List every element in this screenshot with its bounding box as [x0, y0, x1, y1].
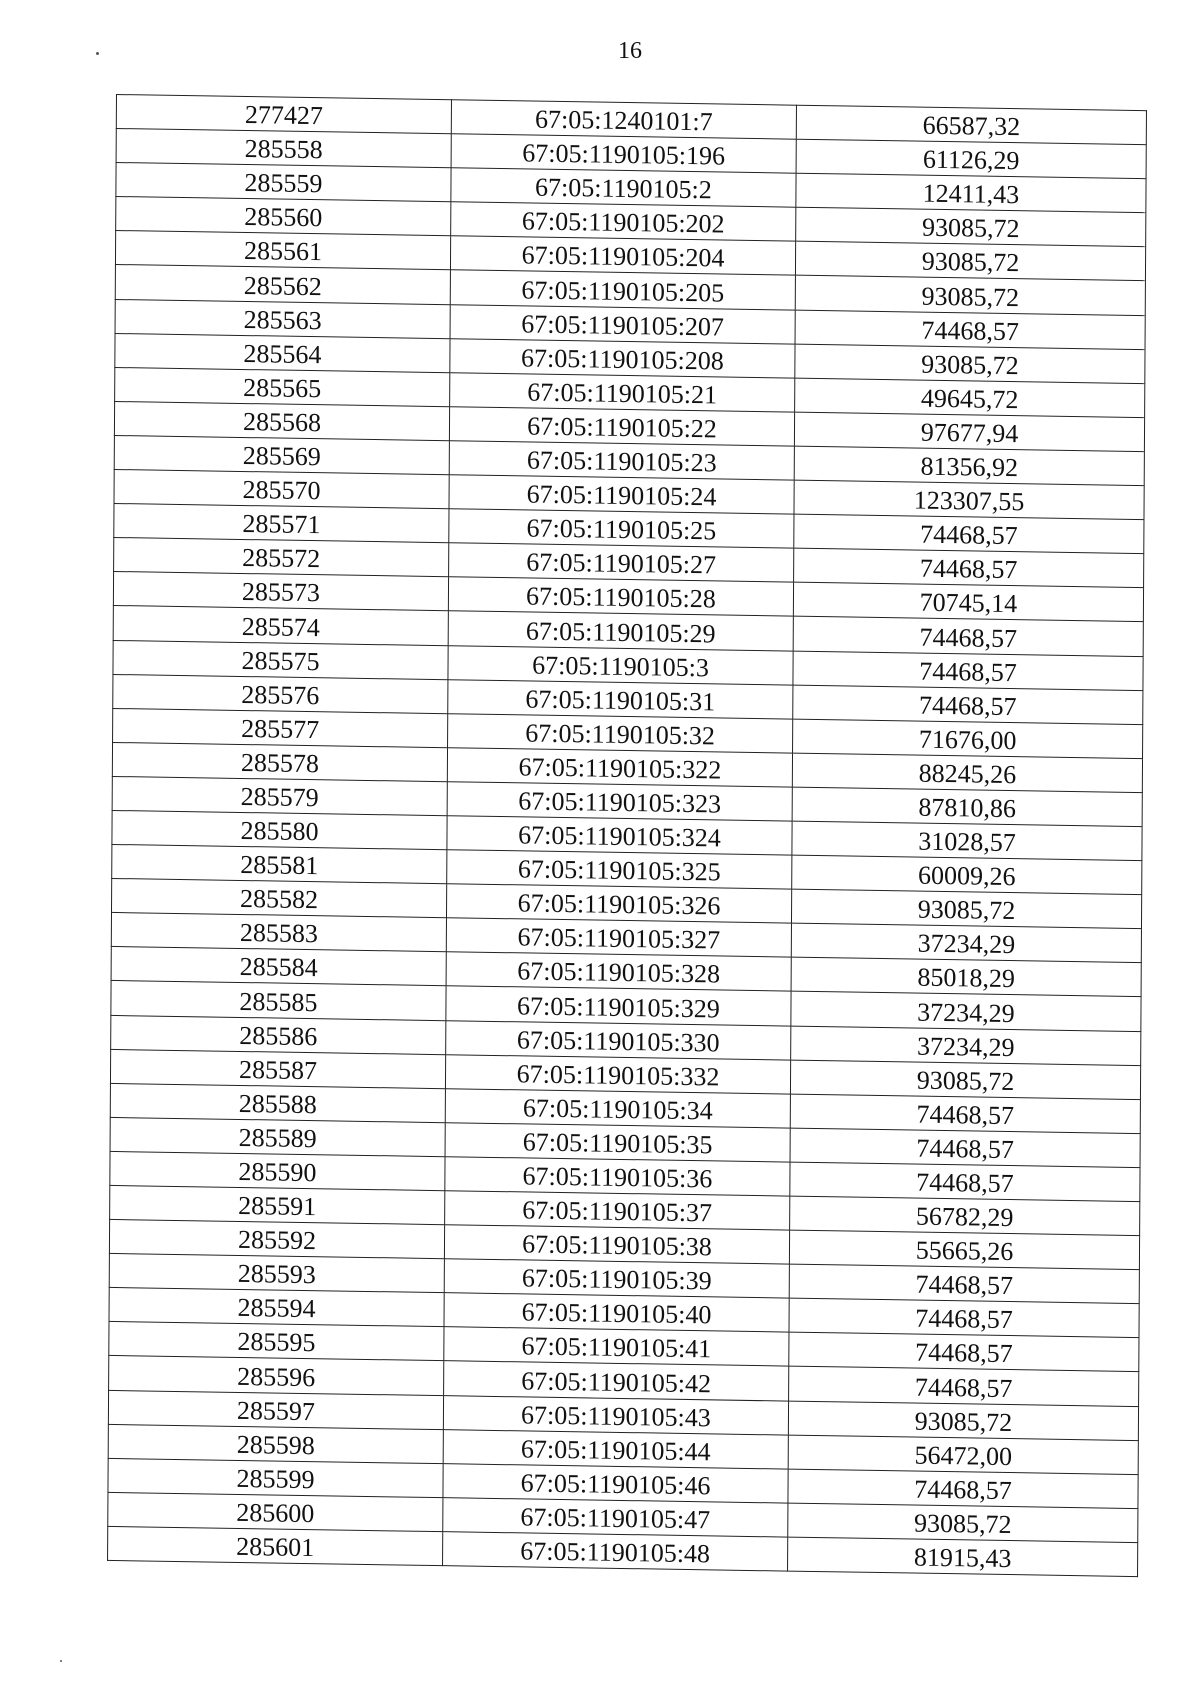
record-number-cell: 285589	[110, 1117, 445, 1156]
value-cell: 49645,72	[795, 378, 1145, 418]
value-cell: 74468,57	[793, 685, 1143, 725]
record-number-cell: 285574	[113, 606, 448, 645]
value-cell: 93085,72	[795, 276, 1145, 316]
value-cell: 70745,14	[793, 582, 1143, 622]
cadastral-number-cell: 67:05:1190105:48	[443, 1532, 788, 1572]
value-cell: 87810,86	[792, 787, 1142, 827]
record-number-cell: 285568	[114, 401, 449, 440]
record-number-cell: 285569	[114, 435, 449, 474]
cadastral-number-cell: 67:05:1190105:46	[443, 1463, 788, 1503]
value-cell: 37234,29	[791, 992, 1141, 1032]
record-number-cell: 285599	[108, 1458, 443, 1497]
cadastral-number-cell: 67:05:1190105:23	[449, 441, 794, 481]
cadastral-number-cell: 67:05:1190105:37	[445, 1191, 790, 1231]
value-cell: 93085,72	[795, 242, 1145, 282]
cadastral-number-cell: 67:05:1190105:25	[449, 509, 794, 549]
cadastral-number-cell: 67:05:1190105:29	[448, 611, 793, 651]
table-body	[108, 95, 1147, 1577]
cadastral-number-cell: 67:05:1190105:332	[445, 1054, 790, 1094]
record-number-cell: 285601	[108, 1526, 443, 1565]
cadastral-number-cell: 67:05:1190105:325	[447, 850, 792, 890]
value-cell: 74468,57	[794, 548, 1144, 588]
record-number-cell: 285572	[114, 538, 449, 577]
value-cell: 56472,00	[788, 1435, 1138, 1475]
record-number-cell: 285581	[112, 845, 447, 884]
cadastral-number-cell: 67:05:1190105:205	[450, 270, 795, 310]
record-number-cell: 285559	[116, 163, 451, 202]
cadastral-number-cell: 67:05:1190105:326	[446, 884, 791, 924]
cadastral-number-cell: 67:05:1190105:43	[443, 1395, 788, 1435]
value-cell: 93085,72	[795, 344, 1145, 384]
cadastral-number-cell: 67:05:1190105:32	[448, 713, 793, 753]
record-number-cell: 285576	[113, 674, 448, 713]
record-number-cell: 285595	[109, 1322, 444, 1361]
table-container	[107, 94, 1146, 1577]
cadastral-number-cell: 67:05:1190105:38	[444, 1225, 789, 1265]
cadastral-number-cell: 67:05:1190105:22	[449, 407, 794, 447]
cadastral-number-cell: 67:05:1190105:40	[444, 1293, 789, 1333]
cadastral-number-cell: 67:05:1190105:202	[451, 202, 796, 242]
record-number-cell: 285594	[109, 1288, 444, 1327]
value-cell: 74468,57	[790, 1128, 1140, 1168]
cadastral-number-cell: 67:05:1190105:36	[445, 1157, 790, 1197]
value-cell: 81356,92	[794, 446, 1144, 486]
cadastral-number-cell: 67:05:1190105:329	[446, 986, 791, 1026]
record-number-cell: 285591	[110, 1185, 445, 1224]
record-number-cell: 285582	[111, 879, 446, 918]
cadastral-number-cell: 67:05:1190105:327	[446, 918, 791, 958]
value-cell: 37234,29	[791, 923, 1141, 963]
value-cell: 74468,57	[789, 1332, 1139, 1372]
value-cell: 93085,72	[788, 1401, 1138, 1441]
record-number-cell: 285571	[114, 504, 449, 543]
scan-speck	[60, 1660, 62, 1662]
cadastral-number-cell: 67:05:1190105:47	[443, 1498, 788, 1538]
value-cell: 93085,72	[788, 1503, 1138, 1543]
record-number-cell: 285596	[109, 1356, 444, 1395]
value-cell: 61126,29	[796, 139, 1146, 179]
value-cell: 74468,57	[793, 617, 1143, 657]
record-number-cell: 285577	[113, 708, 448, 747]
record-number-cell: 285578	[112, 742, 447, 781]
record-number-cell: 285583	[111, 913, 446, 952]
value-cell: 93085,72	[791, 889, 1141, 929]
record-number-cell: 277427	[116, 95, 451, 134]
cadastral-number-cell: 67:05:1190105:328	[446, 952, 791, 992]
cadastral-number-cell: 67:05:1190105:196	[451, 134, 796, 174]
record-number-cell: 285590	[110, 1151, 445, 1190]
cadastral-number-cell: 67:05:1190105:44	[443, 1429, 788, 1469]
record-number-cell: 285562	[115, 265, 450, 304]
cadastral-number-cell: 67:05:1190105:27	[449, 543, 794, 583]
cadastral-number-cell: 67:05:1190105:35	[445, 1123, 790, 1163]
data-table	[107, 94, 1147, 1577]
record-number-cell: 285586	[111, 1015, 446, 1054]
record-number-cell: 285560	[116, 197, 451, 236]
value-cell: 93085,72	[796, 207, 1146, 247]
value-cell: 74468,57	[795, 310, 1145, 350]
value-cell: 12411,43	[796, 173, 1146, 213]
record-number-cell: 285588	[110, 1083, 445, 1122]
record-number-cell: 285600	[108, 1492, 443, 1531]
cadastral-number-cell: 67:05:1190105:207	[450, 304, 795, 344]
record-number-cell: 285593	[109, 1254, 444, 1293]
record-number-cell: 285575	[113, 640, 448, 679]
value-cell: 37234,29	[791, 1026, 1141, 1066]
value-cell: 97677,94	[794, 412, 1144, 452]
value-cell: 74468,57	[789, 1298, 1139, 1338]
value-cell: 93085,72	[790, 1060, 1140, 1100]
page-number: 16	[618, 38, 642, 64]
cadastral-number-cell: 67:05:1190105:31	[448, 679, 793, 719]
record-number-cell: 285597	[108, 1390, 443, 1429]
value-cell: 85018,29	[791, 957, 1141, 997]
cadastral-number-cell: 67:05:1190105:204	[450, 236, 795, 276]
cadastral-number-cell: 67:05:1190105:24	[449, 475, 794, 515]
value-cell: 74468,57	[793, 651, 1143, 691]
record-number-cell: 285592	[109, 1220, 444, 1259]
cadastral-number-cell: 67:05:1190105:21	[450, 372, 795, 412]
cadastral-number-cell: 67:05:1190105:39	[444, 1259, 789, 1299]
record-number-cell: 285558	[116, 129, 451, 168]
cadastral-number-cell: 67:05:1190105:322	[447, 748, 792, 788]
cadastral-number-cell: 67:05:1190105:208	[450, 338, 795, 378]
value-cell: 88245,26	[792, 753, 1142, 793]
cadastral-number-cell: 67:05:1190105:34	[445, 1088, 790, 1128]
value-cell: 74468,57	[794, 514, 1144, 554]
value-cell: 74468,57	[790, 1162, 1140, 1202]
value-cell: 81915,43	[788, 1537, 1138, 1577]
cadastral-number-cell: 67:05:1190105:41	[444, 1327, 789, 1367]
cadastral-number-cell: 67:05:1190105:330	[446, 1020, 791, 1060]
value-cell: 71676,00	[793, 719, 1143, 759]
cadastral-number-cell: 67:05:1190105:324	[447, 816, 792, 856]
record-number-cell: 285565	[115, 367, 450, 406]
cadastral-number-cell: 67:05:1190105:323	[447, 782, 792, 822]
value-cell: 66587,32	[796, 105, 1146, 145]
record-number-cell: 285563	[115, 299, 450, 338]
cadastral-number-cell: 67:05:1190105:28	[448, 577, 793, 617]
cadastral-number-cell: 67:05:1190105:3	[448, 645, 793, 685]
value-cell: 74468,57	[789, 1264, 1139, 1304]
record-number-cell: 285585	[111, 981, 446, 1020]
value-cell: 31028,57	[792, 821, 1142, 861]
scan-speck	[96, 52, 99, 55]
value-cell: 55665,26	[789, 1230, 1139, 1270]
value-cell: 74468,57	[788, 1469, 1138, 1509]
record-number-cell: 285580	[112, 810, 447, 849]
value-cell: 60009,26	[792, 855, 1142, 895]
value-cell: 74468,57	[790, 1094, 1140, 1134]
cadastral-number-cell: 67:05:1240101:7	[451, 100, 796, 140]
cadastral-number-cell: 67:05:1190105:2	[451, 168, 796, 208]
record-number-cell: 285564	[115, 333, 450, 372]
record-number-cell: 285573	[113, 572, 448, 611]
cadastral-number-cell: 67:05:1190105:42	[444, 1361, 789, 1401]
record-number-cell: 285579	[112, 776, 447, 815]
record-number-cell: 285598	[108, 1424, 443, 1463]
value-cell: 123307,55	[794, 480, 1144, 520]
value-cell: 74468,57	[789, 1367, 1139, 1407]
record-number-cell: 285584	[111, 947, 446, 986]
record-number-cell: 285587	[110, 1049, 445, 1088]
record-number-cell: 285570	[114, 470, 449, 509]
record-number-cell: 285561	[115, 231, 450, 270]
value-cell: 56782,29	[790, 1196, 1140, 1236]
